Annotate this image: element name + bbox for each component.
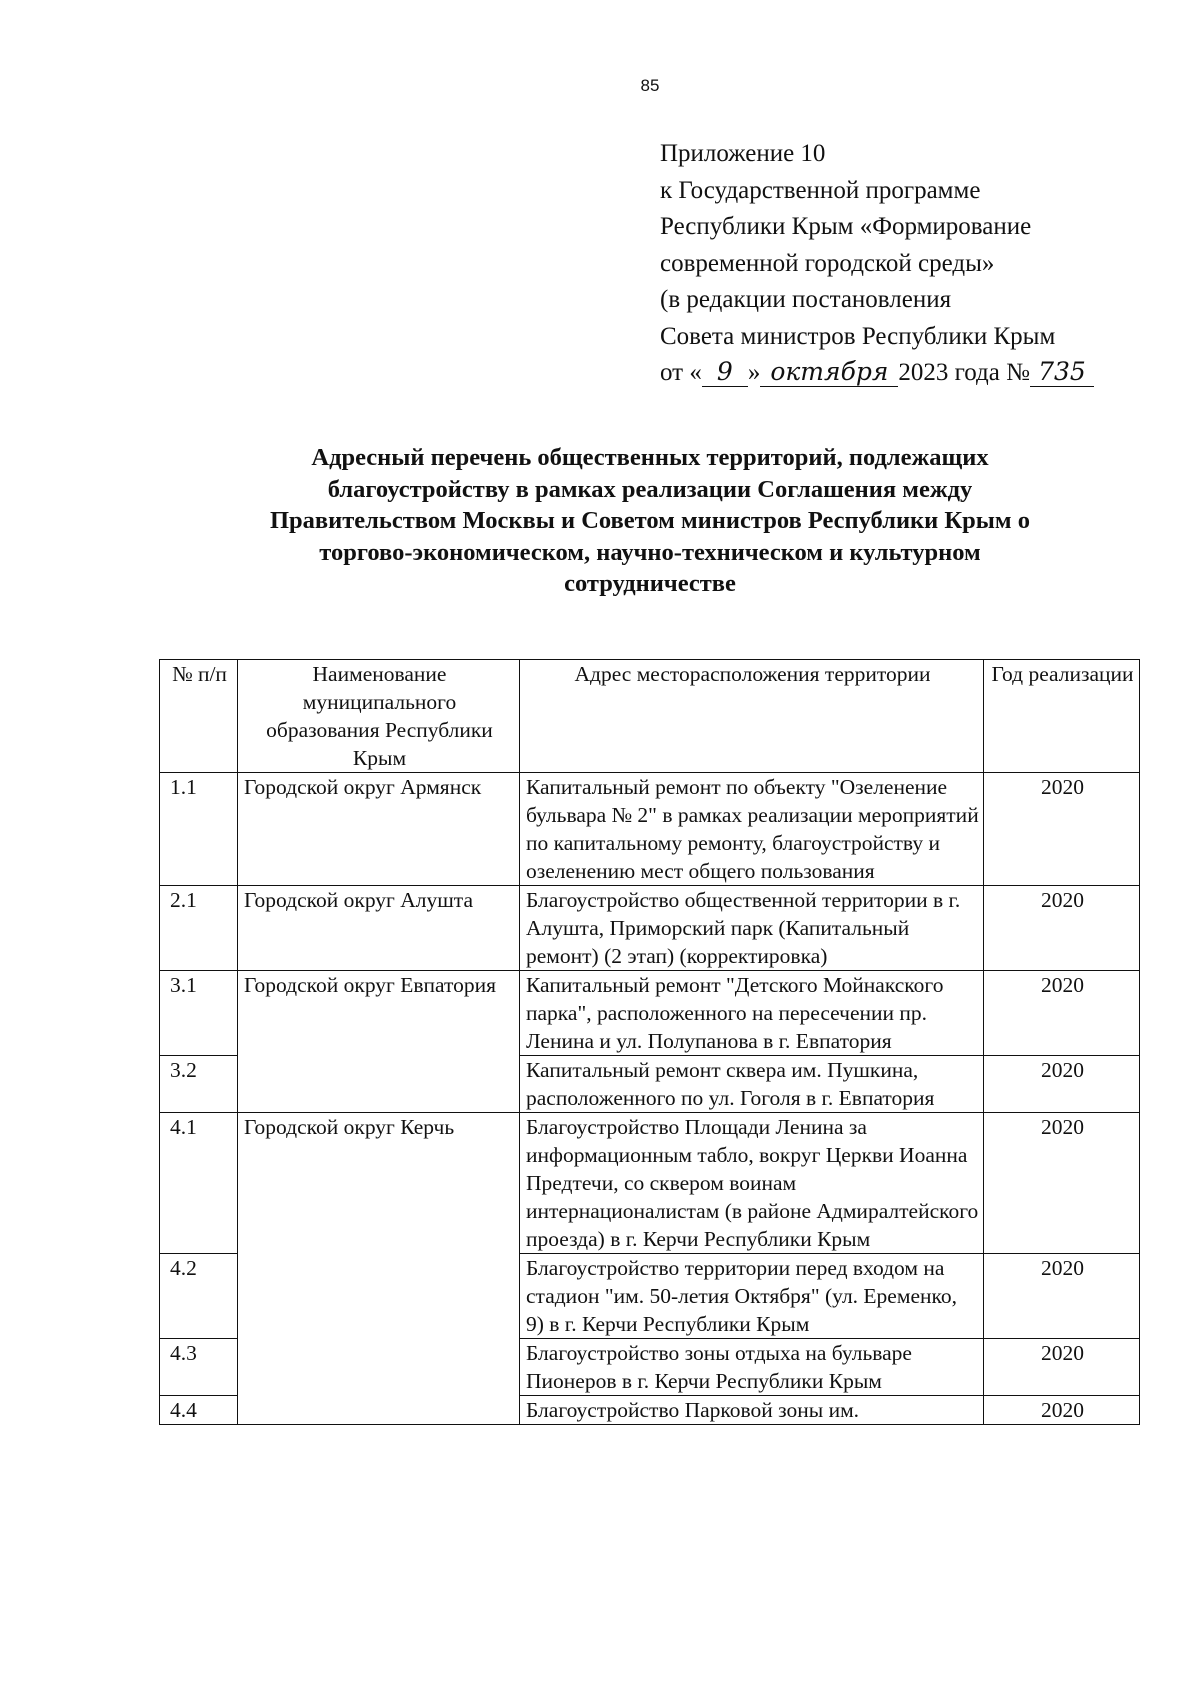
cell-year: 2020 (984, 971, 1140, 1056)
appendix-line: Республики Крым «Формирование (660, 213, 1032, 240)
table-row (160, 773, 1140, 886)
cell-num: 3.1 (160, 971, 238, 1056)
handwritten-number: 735 (1030, 358, 1094, 387)
cell-year: 2020 (984, 1396, 1140, 1425)
page-number: 85 (640, 76, 660, 95)
date-prefix: от « (660, 359, 702, 386)
header-address: Адрес месторасположения территории (520, 660, 984, 773)
title-line: Адресный перечень общественных территорий, подлежащих (311, 444, 989, 471)
cell-address: Капитальный ремонт по объекту "Озеленение бульвара № 2" в рамках реализации мероприятий по капитальному ремонту, благоустройству и озеленению мест общего пользования (520, 773, 984, 886)
cell-address: Благоустройство территории перед входом на стадион "им. 50-летия Октября" (ул. Еременко, 9) в г. Керчи Республики Крым (520, 1254, 984, 1339)
table-header-row (160, 660, 1140, 773)
table-row (160, 886, 1140, 971)
cell-num: 3.2 (160, 1056, 238, 1113)
cell-municipality: Городской округ Евпатория (238, 971, 520, 1113)
handwritten-month: октября (760, 358, 898, 387)
cell-year: 2020 (984, 1113, 1140, 1254)
cell-num: 4.1 (160, 1113, 238, 1254)
appendix-line: современной городской среды» (660, 249, 995, 277)
cell-year: 2020 (984, 773, 1140, 886)
header-year: Год реализации (984, 660, 1140, 773)
cell-address: Благоустройство Площади Ленина за информационным табло, вокруг Церкви Иоанна Предтечи, со сквером воинам интернационалистам (в районе Адмиралтейского проезда) в г. Керчи Республики Крым (520, 1113, 984, 1254)
table-row (160, 971, 1140, 1056)
title-line: сотрудничестве (564, 570, 736, 597)
appendix-block (660, 136, 1094, 392)
appendix-line: Приложение 10 (660, 140, 826, 167)
cell-municipality: Городской округ Алушта (238, 886, 520, 971)
appendix-line: к Государственной программе (660, 176, 981, 204)
cell-address: Капитальный ремонт "Детского Мойнакского парка", расположенного на пересечении пр. Ленина и ул. Полупанова в г. Евпатория (520, 971, 984, 1056)
date-mid: » (747, 359, 761, 386)
header-municipality: Наименование муниципального образования Республики Крым (238, 660, 520, 773)
appendix-line: Совета министров Республики Крым (660, 322, 1056, 350)
cell-municipality: Городской округ Армянск (238, 773, 520, 886)
appendix-date-line (660, 355, 1094, 392)
cell-year: 2020 (984, 1339, 1140, 1396)
table-row (160, 1113, 1140, 1254)
territories-table (159, 659, 1140, 1425)
cell-num: 4.4 (160, 1396, 238, 1425)
cell-num: 1.1 (160, 773, 238, 886)
cell-address: Благоустройство общественной территории в г. Алушта, Приморский парк (Капитальный ремонт) (2 этап) (корректировка) (520, 886, 984, 971)
document-title (195, 442, 1105, 600)
cell-num: 4.3 (160, 1339, 238, 1396)
cell-address: Капитальный ремонт сквера им. Пушкина, расположенного по ул. Гоголя в г. Евпатория (520, 1056, 984, 1113)
header-num: № п/п (160, 660, 238, 773)
cell-year: 2020 (984, 1254, 1140, 1339)
title-line: торгово-экономическом, научно-техническом и культурном (319, 538, 981, 566)
cell-num: 4.2 (160, 1254, 238, 1339)
cell-municipality: Городской округ Керчь (238, 1113, 520, 1425)
cell-year: 2020 (984, 1056, 1140, 1113)
title-line: Правительством Москвы и Советом министров Республики Крым о (269, 507, 1030, 534)
cell-address: Благоустройство Парковой зоны им. (520, 1396, 984, 1425)
handwritten-day: 9 (702, 358, 748, 387)
appendix-line: (в редакции постановления (660, 286, 952, 313)
cell-year: 2020 (984, 886, 1140, 971)
cell-num: 2.1 (160, 886, 238, 971)
cell-address: Благоустройство зоны отдыха на бульваре Пионеров в г. Керчи Республики Крым (520, 1339, 984, 1396)
title-line: благоустройству в рамках реализации Соглашения между (327, 475, 973, 503)
date-year-text: 2023 года № (898, 359, 1030, 386)
